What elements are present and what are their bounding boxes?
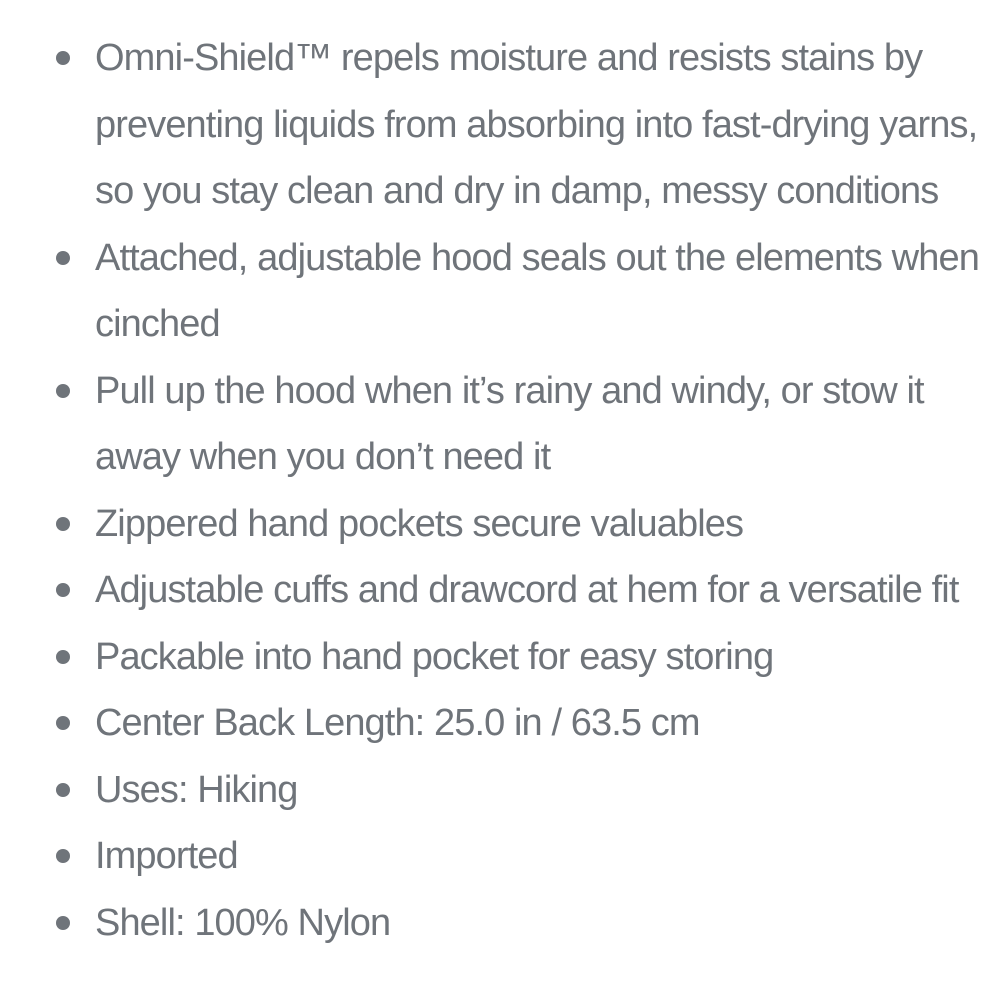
list-item — [0, 225, 1000, 358]
bullet-icon — [56, 384, 70, 398]
bullet-icon — [56, 849, 70, 863]
list-item — [0, 25, 1000, 225]
list-item-text: Packable into hand pocket for easy storing — [95, 635, 774, 678]
list-item — [0, 557, 1000, 624]
product-feature-list — [0, 25, 1000, 956]
bullet-icon — [56, 583, 70, 597]
bullet-icon — [56, 916, 70, 930]
bullet-icon — [56, 51, 70, 65]
bullet-icon — [56, 251, 70, 265]
bullet-icon — [56, 783, 70, 797]
list-item — [0, 890, 1000, 957]
list-item-text: Zippered hand pockets secure valuables — [95, 502, 744, 545]
list-item-text: Center Back Length: 25.0 in / 63.5 cm — [95, 702, 700, 744]
list-item-text: Adjustable cuffs and drawcord at hem for a versatile fit — [95, 569, 959, 611]
list-item — [0, 624, 1000, 691]
list-item-text: Omni-Shield™ repels moisture and resists stains by preventing liquids from absorbing into fast-drying yarns, so you stay clean and dry in damp, messy conditions — [95, 37, 978, 212]
list-item-text: Attached, adjustable hood seals out the elements when cinched — [95, 236, 979, 345]
list-item — [0, 690, 1000, 757]
bullet-icon — [56, 517, 70, 531]
list-item-text: Pull up the hood when it’s rainy and windy, or stow it away when you don’t need it — [95, 369, 924, 478]
list-item-text: Shell: 100% Nylon — [95, 901, 391, 944]
list-item — [0, 757, 1000, 824]
list-item — [0, 358, 1000, 491]
list-item-text: Uses: Hiking — [95, 768, 298, 811]
list-item-text: Imported — [95, 835, 238, 877]
list-item — [0, 823, 1000, 890]
bullet-icon — [56, 716, 70, 730]
bullet-icon — [56, 650, 70, 664]
list-item — [0, 491, 1000, 558]
